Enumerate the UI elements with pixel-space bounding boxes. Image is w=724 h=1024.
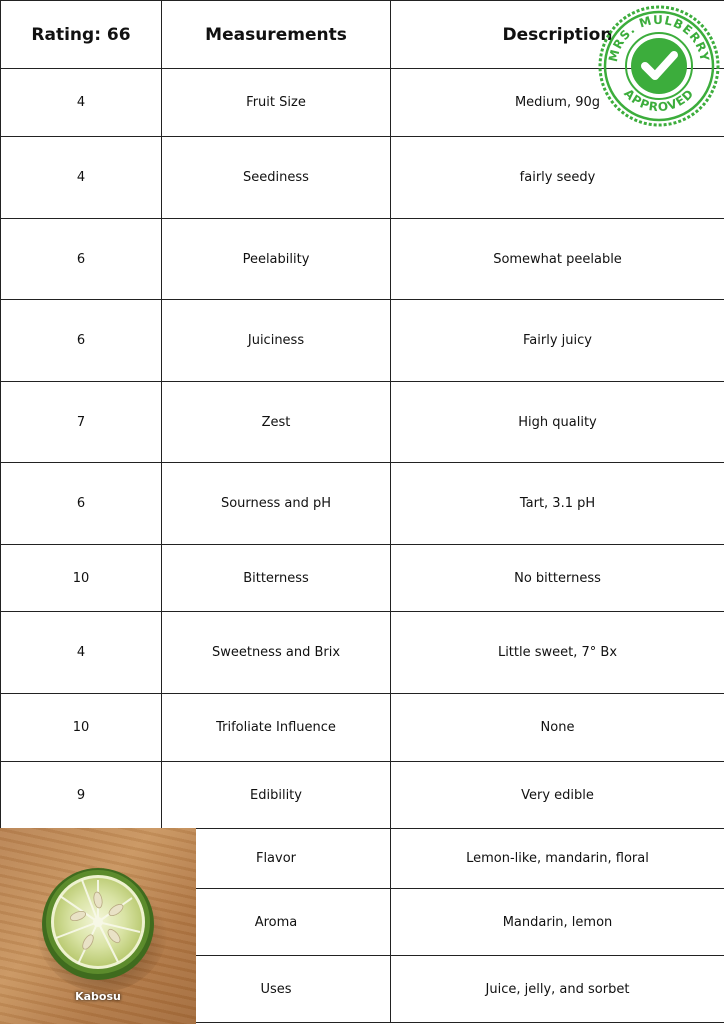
score-cell: 4 [1, 69, 162, 137]
score-cell: 6 [1, 300, 162, 382]
score-cell: 7 [1, 382, 162, 463]
table-row [1, 545, 724, 612]
table-row [1, 612, 724, 694]
score-cell: 4 [1, 612, 162, 694]
table-row [1, 219, 724, 300]
stamp-top-text: MRS. MULBERRY [605, 12, 712, 64]
measure-cell: Edibility [162, 762, 391, 829]
score-cell: 10 [1, 545, 162, 612]
measure-cell: Flavor [162, 829, 391, 889]
description-header: Description [391, 1, 724, 69]
score-cell: 4 [1, 137, 162, 219]
kabosu-photo [0, 828, 196, 1024]
photo-label: Kabosu [75, 990, 121, 1003]
measure-cell: Sweetness and Brix [162, 612, 391, 694]
description-cell: Lemon-like, mandarin, floral [391, 829, 724, 889]
measure-cell: Trifoliate Influence [162, 694, 391, 762]
score-cell: 9 [1, 762, 162, 829]
description-cell: High quality [391, 382, 724, 463]
measure-cell: Fruit Size [162, 69, 391, 137]
measure-cell: Bitterness [162, 545, 391, 612]
measure-cell: Zest [162, 382, 391, 463]
measure-cell: Seediness [162, 137, 391, 219]
description-cell: Somewhat peelable [391, 219, 724, 300]
score-cell: 6 [1, 219, 162, 300]
table-row [1, 694, 724, 762]
description-cell: Mandarin, lemon [391, 889, 724, 956]
score-cell: 10 [1, 694, 162, 762]
stamp-bottom-text: APPROVED [621, 86, 697, 115]
table-row [1, 300, 724, 382]
measure-cell: Sourness and pH [162, 463, 391, 545]
table-row [1, 762, 724, 829]
description-cell: Fairly juicy [391, 300, 724, 382]
mrs-mulberry-approved-stamp [597, 4, 721, 128]
table-row [1, 463, 724, 545]
description-cell: Juice, jelly, and sorbet [391, 956, 724, 1023]
score-cell: 6 [1, 463, 162, 545]
measure-cell: Uses [162, 956, 391, 1023]
measure-cell: Aroma [162, 889, 391, 956]
description-cell: Very edible [391, 762, 724, 829]
rating-header: Rating: 66 [1, 1, 162, 69]
description-cell: None [391, 694, 724, 762]
description-cell: Medium, 90g [391, 69, 724, 137]
measure-cell: Peelability [162, 219, 391, 300]
table-row [1, 137, 724, 219]
description-cell: Little sweet, 7° Bx [391, 612, 724, 694]
description-cell: fairly seedy [391, 137, 724, 219]
measure-cell: Juiciness [162, 300, 391, 382]
description-cell: No bitterness [391, 545, 724, 612]
measurements-header: Measurements [162, 1, 391, 69]
table-row [1, 382, 724, 463]
description-cell: Tart, 3.1 pH [391, 463, 724, 545]
